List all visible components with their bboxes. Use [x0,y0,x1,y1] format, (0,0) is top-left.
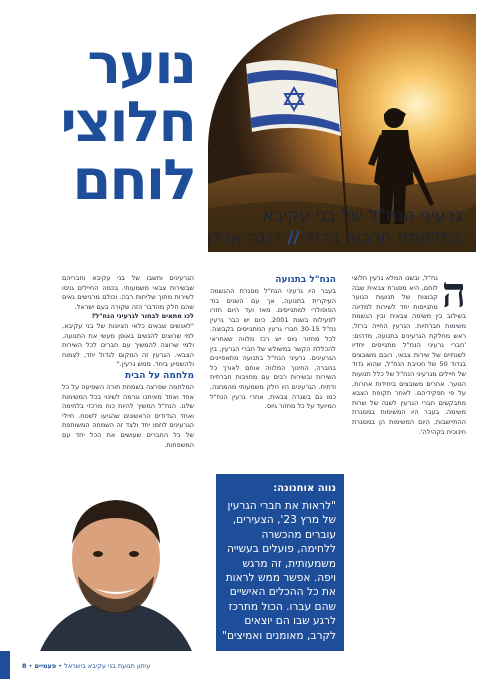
footer-accent-bar [0,651,10,679]
subtitle-event: במלחמת חרבות ברזל [305,228,462,248]
section-heading-war: מלחמה על הבית [124,370,194,381]
israel-flag-icon [246,60,341,136]
article-paragraph-left-3: המלחמה שפרצה בשמחת תורה השפיעה על כל אחד ואחד מאיתנו וגרמה לשינוי בכל המשימות שלנו. הנח"ל המשיך להיות כוח מרכזי בלחימה ואחד הגדודים הראשונים שהגיעו לשטח. חיילי הגרעינים לחמו יחד ולצד זה השמחה המשותפת של כל החברים שעושים את הכל יחד עם המשפחות. [62,382,194,449]
speaker-portrait [18,484,214,656]
headline-line-2: חלוצי [60,90,195,155]
subtitle-line-2 [22,227,462,249]
publication-logo: פעמיים [34,662,57,670]
dropcap: ה [441,268,466,317]
author-name: רננה ארלן [206,228,282,248]
article-subheading-who: לכו מתאים לבחור לגרעיני הנח"ל? [91,312,194,321]
article-column-middle [210,274,336,412]
article-paragraph-left-2: "לאנשים שבאים כלאי הציונות של בני עקיבא, למי שרוצים להגשים באופן מעשי את התנועה, ולמי שרוצה להמשיך עם חברים לכל השירות הצבאי. הגרעין זה המקום לגדול יחד, לצמוח ולהשפיע ביחד. ממש גרעין." [62,321,194,369]
portrait-image [18,484,214,656]
page-footer [0,651,480,679]
article-column-right [352,268,467,437]
page-number: 8 [22,662,27,670]
headline [25,32,195,213]
article-paragraph-nahal: בעבר היו גרעיני הנח"ל מסגרת ההגשמה העיקרית בתנועה, אך עם השנים בוד הפופולרי למתגייסים. מאז ועד היום חזרו לפעילות בשנת 2001. כיום יש כבר גרעין נח"ל 30-15 חברי גרעין המתגייסים בקבוצה. לכל מחזור גיוס יש רכז מלווה שאחראי להכללת הקשר במשולש של חברי הגרעין, בין הגרעינים. גרעיני הנח"ל בתנועה מתאפיינים בחברה, החינוך המלווה אותם לאורך כל השירות ובשירות רבים עם מחויבות חברתית ודתית. הגרעינים היו חלק משמעותי מהמחנה, כמו גם בשגרה צבאית, אחרי גרעין הנח"ל המיועד על כל מחזור גיוס. [210,287,336,411]
headline-line-3: לוחם [72,148,195,213]
article-paragraph-intro: נח"ל, ובשנו המלא גרעין חלוצי לוחם, היא מסגרת צבאית שבה קבוצות של תנועות הנוער מתגייסות יחד לשירות למדינה בשילוב בין משימה צבאית ובין הגשמת משימות חברתיות. הגרעין החייה ברזל, ראש מחלקת הגרעינים בתנועה, מדהים: 'חברי גרעיני הנח"ל מתגייסים יחדיו לשנתיים של שירות צבאי, רובם משובצים בגדוד 50 של חטיבת הנח"ל, שהוא גדוד של חיילים מגרעיני הנח"ל של כלל תנועות הנוער. אחרים משובצים ביחידות אחרות, על פי תפקידיהם. לאחר תקופת הצבא מתבקשים חברי הגרעין לשנה של שרות משימה. בעבר היו המשימות במסגרת ההתיישבות, היום המשימות הן במסגרת חינוכית בקהילה'. [352,274,467,436]
footer-text: עיתון תנועת בני עקיבא בישראל • פעמיים • 8 [22,662,151,670]
article-paragraph-left-1: הגרעינים וחשבו של בני עקיבא וחבריהם שבשירות צבאי משמעותי. בכמה החיילים גויסו לשירות מתוך שליחות רבה. וכולם מרגישים גאים שהם חלק מהדבר הזה שקורה בעם ישראל. [62,274,194,311]
pull-quote-box [216,474,344,656]
subtitle [22,206,462,249]
quote-speaker: נווה אוחנונה: [273,483,336,494]
headline-line-1: נוער [87,32,195,97]
footer-tagline: עיתון תנועת בני עקיבא בישראל [64,662,151,670]
quote-text: "לראות את חברי הגרעין של מרץ 23', הצעירים, עוברים מהכשרה ללחימה, פועלים בעשייה משמעותית, זה מרגש ויפה. אפשר ממש לראות את כל ההכלים האישיים שהם עברו. הכול מתרכז לרגע שבו הם יוצאים לקרב, מאומנים ואמיצים" [222,500,336,642]
subtitle-separator: // [287,228,300,248]
subtitle-line-1: גרעיני הנח"ל של בני עקיבא [262,206,462,226]
section-heading-nahal: הנח"ל בתנועה [275,275,336,285]
article-column-left [62,274,194,450]
